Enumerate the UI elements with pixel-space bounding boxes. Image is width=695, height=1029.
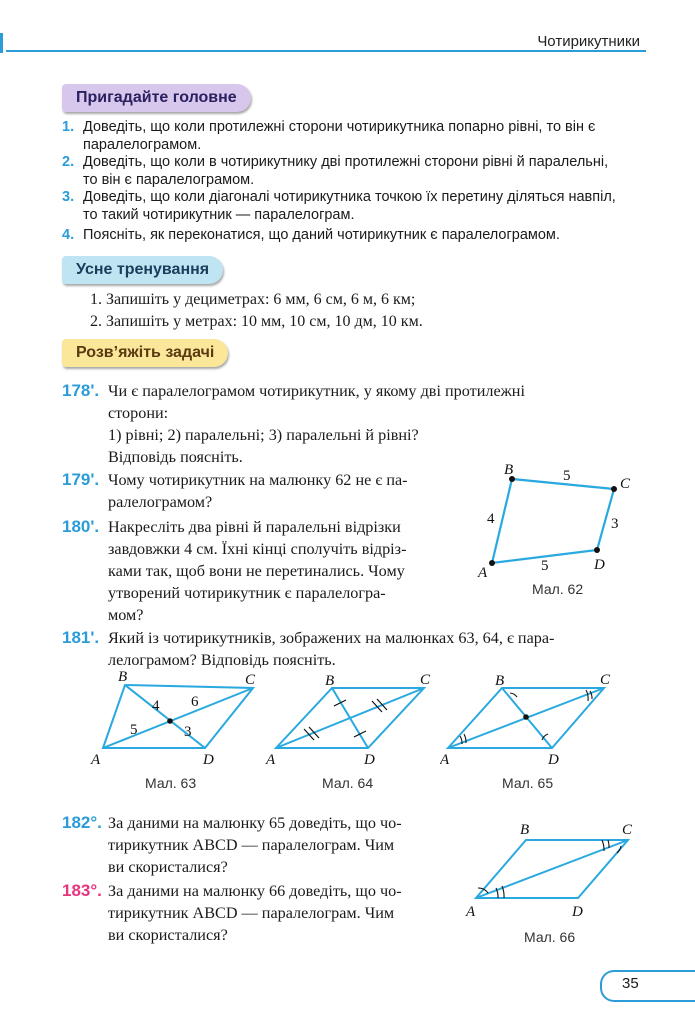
fig62-caption: Мал. 62 (532, 581, 584, 597)
fig65-center-point (523, 714, 529, 720)
fig66-label-a: A (466, 904, 476, 920)
fig63-label-a: A (91, 752, 101, 768)
fig62-side-cd: 3 (611, 516, 619, 532)
fig64-label-c: C (420, 672, 431, 688)
task-179: 179'. Чому чотирикутник на малюнку 62 не є па- ралелограмом? (62, 470, 408, 511)
header-rule (6, 50, 646, 52)
fig62-point-c (611, 486, 617, 492)
task-180: 180'. Накресліть два рівні й паралельні відрізки завдовжки 4 см. Їхні кінці сполучіть відріз- ками так, щоб вони не перетинались. Чому утворений чотирикутник є паралелогра- мом? (62, 517, 407, 624)
fig66-label-d: D (572, 904, 583, 920)
fig62-point-d (594, 547, 600, 553)
fig63-label-d: D (203, 752, 214, 768)
figure-64 (262, 670, 442, 796)
recall-item-4: 4. Поясніть, як переконатися, що даний чотирикутник є паралелограмом. (62, 227, 560, 243)
fig65-angle-b (510, 693, 517, 697)
fig64-label-d: D (364, 752, 375, 768)
fig62-side-ab: 4 (487, 511, 495, 527)
fig63-seg-bo: 4 (152, 698, 160, 714)
fig65-caption: Мал. 65 (502, 775, 554, 791)
task-183: 183°. За даними на малюнку 66 доведіть, що чо- тирикутник ABCD — паралелограм. Чим ви скористалися? (62, 881, 402, 944)
fig62-point-a (489, 560, 495, 566)
page-number-frame (600, 970, 695, 1002)
figure-62 (470, 460, 650, 606)
fig65-label-b: B (495, 673, 505, 689)
oral-label: Усне тренування (62, 256, 223, 284)
fig65-label-c: C (600, 672, 611, 688)
chapter-title: Чотирикутники (537, 33, 640, 50)
fig66-label-b: B (520, 822, 530, 838)
fig65-label-d: D (548, 752, 559, 768)
recall-item-2: 2. Доведіть, що коли в чотирикутнику дві протилежні сторони рівні й паралельні, то він є паралелограмом. (62, 154, 609, 188)
fig64-diagonal-bd (332, 688, 368, 748)
fig64-label-a: A (266, 752, 276, 768)
fig63-seg-oc: 6 (191, 694, 199, 710)
fig62-side-ad: 5 (541, 558, 549, 574)
fig62-label-b: B (504, 462, 514, 478)
fig63-center-point (167, 718, 173, 724)
fig65-label-a: A (440, 752, 450, 768)
figure-66 (458, 818, 648, 950)
oral-item-2: 2. Запишіть у метрах: 10 мм, 10 см, 10 дм, 10 км. (90, 313, 423, 330)
fig63-label-c: C (245, 672, 256, 688)
figure-65 (440, 670, 620, 796)
fig62-label-a: A (478, 565, 488, 581)
page-number: 35 (622, 975, 639, 992)
fig62-label-d: D (594, 557, 605, 573)
fig64-label-b: B (325, 673, 335, 689)
header-accent (0, 33, 3, 53)
task-181: 181'. Який із чотирикутників, зображених на малюнках 63, 64, є пара- лелограмом? Відповідь поясніть. (62, 628, 555, 669)
recall-item-3: 3. Доведіть, що коли діагоналі чотирикутника точкою їх перетину діляться навпіл, то такий чотирикутник — паралелограм. (62, 189, 616, 223)
oral-item-1: 1. Запишіть у дециметрах: 6 мм, 6 см, 6 м, 6 км; (90, 291, 416, 308)
fig64-caption: Мал. 64 (322, 775, 374, 791)
recall-label: Пригадайте головне (62, 84, 251, 112)
task-182: 182°. За даними на малюнку 65 доведіть, що чо- тирикутник ABCD — паралелограм. Чим ви скористалися? (62, 813, 402, 876)
fig66-caption: Мал. 66 (524, 929, 576, 945)
fig62-side-bc: 5 (563, 468, 571, 484)
fig66-label-c: C (622, 822, 633, 838)
task-178: 178'. Чи є паралелограмом чотирикутник, у якому дві протилежні сторони: 1) рівні; 2) паралельні; 3) паралельні й рівні? Відповідь поясніть. (62, 381, 525, 466)
figure-63 (85, 670, 265, 796)
fig63-seg-ao: 5 (130, 722, 138, 738)
recall-item-1: 1. Доведіть, що коли протилежні сторони чотирикутника попарно рівні, то він є паралелограмом. (62, 119, 596, 153)
fig62-label-c: C (620, 476, 631, 492)
fig63-diagonal-ac (103, 688, 253, 748)
fig63-caption: Мал. 63 (145, 775, 197, 791)
fig63-label-b: B (118, 670, 128, 685)
fig66-diagonal-ac (476, 840, 628, 898)
fig63-seg-od: 3 (184, 724, 192, 740)
solve-label: Розв’яжіть задачі (62, 339, 228, 367)
